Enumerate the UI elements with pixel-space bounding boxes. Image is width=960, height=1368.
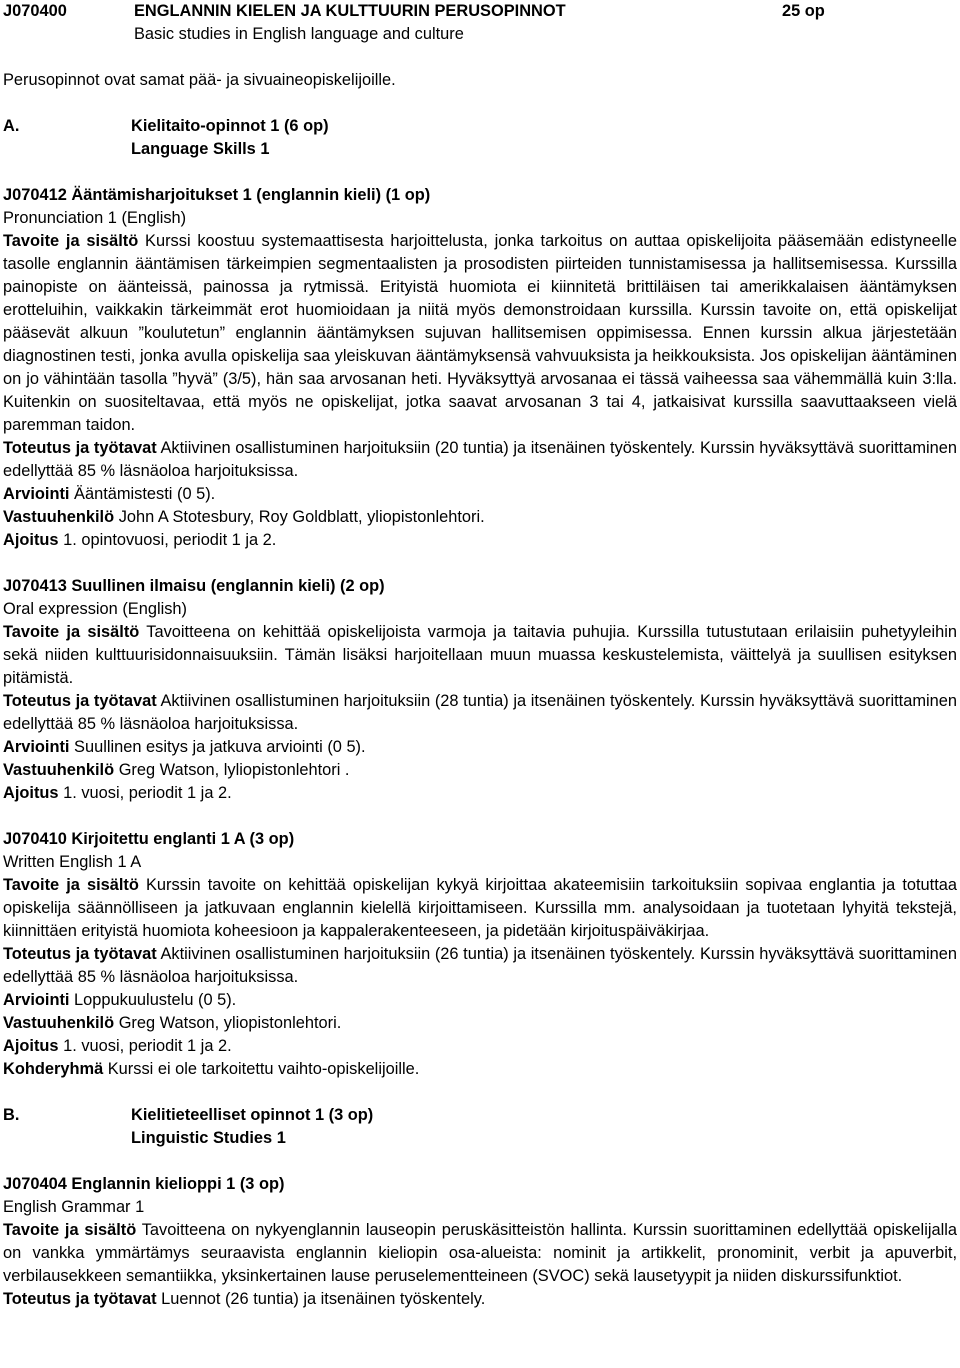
course-implementation	[3, 943, 957, 989]
time-text: 1. vuosi, periodit 1 ja 2.	[63, 1037, 232, 1055]
goal-text: Kurssi koostuu systemaattisesta harjoittelusta, jonka tarkoitus on auttaa opiskelijoita pääsemään edistyneelle tasolle englannin ääntämisen tärkeimpien segmentaalisten ja prosodisten piirteiden tunnistamisessa ja hallitsemisessa. Kurssilla painopiste on äänteissä, painossa ja rytmissä. Erityistä huomiota ei kiinnitetä brittiläisen tai amerikkalaisen ääntämyksen erotteluihin, vaikkakin tärkeimmät erot huomioidaan ja niitä myös demonstroidaan kurssilla. Kurssin tavoite on, että opiskelijat pääsevät alkuun ”koulutetun” englannin ääntämyksen sujuvan hallitsemisen oppimisessa. Ennen kurssin alkua järjestetään diagnostinen testi, jonka avulla opiskelija saa yleiskuvan ääntämyksensä vahvuuksista ja heikkouksista. Jos opiskelijan ääntäminen on jo vähintään tasolla ”hyvä” (3/5), hän saa arvosanan heti. Hyväksyttyä arvosanaa ei tässä vaiheessa saa vähemmällä kuin 3:lla. Kuitenkin on suositeltavaa, että myös ne opiskelijat, jotka saavat arvosanan 3 tai 4, jatkaisivat kurssilla saavuttaakseen vielä paremman taidon.	[3, 232, 957, 434]
course-english-title: English Grammar 1	[3, 1198, 145, 1216]
course-responsible	[3, 506, 957, 529]
course-timing	[3, 782, 957, 805]
resp-text: Greg Watson, lyliopistonlehtori .	[118, 761, 350, 779]
resp-label: Vastuuhenkilö	[3, 508, 115, 526]
impl-label: Toteutus ja työtavat	[3, 439, 157, 457]
program-subtitle: Basic studies in English language and culture	[134, 25, 464, 43]
document-page	[3, 0, 957, 1311]
eval-text: Ääntämistesti (0 5).	[74, 485, 216, 503]
goal-label: Tavoite ja sisältö	[3, 623, 140, 641]
eval-text: Loppukuulustelu (0 5).	[74, 991, 237, 1009]
program-title: ENGLANNIN KIELEN JA KULTTUURIN PERUSOPINNOT	[134, 2, 566, 20]
impl-text: Aktiivinen osallistuminen harjoituksiin (26 tuntia) ja itsenäinen työskentely. Kurssin hyväksyttävä suorittaminen edellyttää 85 % läsnäoloa harjoituksissa.	[3, 945, 957, 986]
eval-label: Arviointi	[3, 991, 70, 1009]
course-block	[3, 1173, 957, 1311]
course-title: J070413 Suullinen ilmaisu (englannin kieli) (2 op)	[3, 577, 385, 595]
course-block	[3, 575, 957, 805]
goal-label: Tavoite ja sisältö	[3, 876, 139, 894]
section-title: Kielitieteelliset opinnot 1 (3 op)	[131, 1106, 374, 1124]
eval-text: Suullinen esitys ja jatkuva arviointi (0 5).	[74, 738, 366, 756]
impl-label: Toteutus ja työtavat	[3, 1290, 157, 1308]
impl-text: Aktiivinen osallistuminen harjoituksiin (28 tuntia) ja itsenäinen työskentely. Kurssin hyväksyttävä suorittaminen edellyttää 85 % läsnäoloa harjoituksissa.	[3, 692, 957, 733]
section-title: Kielitaito-opinnot 1 (6 op)	[131, 117, 329, 135]
course-block	[3, 184, 957, 552]
impl-label: Toteutus ja työtavat	[3, 692, 157, 710]
program-code: J070400	[3, 2, 67, 20]
time-text: 1. vuosi, periodit 1 ja 2.	[63, 784, 232, 802]
eval-label: Arviointi	[3, 738, 70, 756]
course-evaluation	[3, 736, 957, 759]
section-subtitle: Linguistic Studies 1	[131, 1129, 286, 1147]
course-english-title: Pronunciation 1 (English)	[3, 209, 187, 227]
course-responsible	[3, 1012, 957, 1035]
course-target-group	[3, 1058, 957, 1081]
resp-label: Vastuuhenkilö	[3, 761, 115, 779]
document-header	[3, 0, 957, 46]
goal-label: Tavoite ja sisältö	[3, 1221, 137, 1239]
course-title: J070410 Kirjoitettu englanti 1 A (3 op)	[3, 830, 295, 848]
course-implementation	[3, 437, 957, 483]
course-implementation	[3, 1288, 957, 1311]
course-timing	[3, 1035, 957, 1058]
target-label: Kohderyhmä	[3, 1060, 104, 1078]
time-label: Ajoitus	[3, 1037, 59, 1055]
impl-text: Luennot (26 tuntia) ja itsenäinen työskentely.	[161, 1290, 486, 1308]
goal-text: Kurssin tavoite on kehittää opiskelijan kykyä kirjoittaa akateemisiin tarkoituksiin sopivaa englantia ja totuttaa opiskelija säännölliseen ja jatkuvaan englannin kielellä kirjoittamiseen. Kurssilla mm. analysoidaan ja tuotetaan lyhyitä tekstejä, kiinnittäen erityistä huomiota koheesioon ja kappalerakenteeseen, ja pidetään kirjoituspäiväkirjaa.	[3, 876, 957, 940]
eval-label: Arviointi	[3, 485, 70, 503]
course-timing	[3, 529, 957, 552]
time-text: 1. opintovuosi, periodit 1 ja 2.	[63, 531, 277, 549]
impl-label: Toteutus ja työtavat	[3, 945, 157, 963]
section-letter: A.	[3, 117, 20, 135]
course-implementation	[3, 690, 957, 736]
resp-text: Greg Watson, yliopistonlehtori.	[118, 1014, 342, 1032]
course-english-title: Written English 1 A	[3, 853, 142, 871]
program-credits: 25 op	[782, 2, 825, 20]
resp-label: Vastuuhenkilö	[3, 1014, 115, 1032]
course-evaluation	[3, 989, 957, 1012]
course-goal	[3, 621, 957, 690]
course-english-title: Oral expression (English)	[3, 600, 188, 618]
section-subtitle: Language Skills 1	[131, 140, 270, 158]
goal-text: Tavoitteena on nykyenglannin lauseopin peruskäsitteistön hallinta. Kurssin suorittaminen edellyttää opiskelijalla on vankka ymmärtämys seuraavista englannin kieliopin osa-alueista: nominit ja artikkelit, pronominit, verbit ja apuverbit, verbilausekkeen semantiikka, yksinkertainen lause peruselementteineen (SVOC) sekä lausetyypit ja niiden diskurssifunktiot.	[3, 1221, 957, 1285]
section-letter: B.	[3, 1106, 20, 1124]
section-a-heading	[3, 115, 957, 161]
course-goal	[3, 874, 957, 943]
section-b-heading	[3, 1104, 957, 1150]
time-label: Ajoitus	[3, 784, 59, 802]
course-title: J070404 Englannin kielioppi 1 (3 op)	[3, 1175, 285, 1193]
course-goal	[3, 1219, 957, 1288]
time-label: Ajoitus	[3, 531, 59, 549]
course-title: J070412 Ääntämisharjoitukset 1 (englannin kieli) (1 op)	[3, 186, 431, 204]
goal-label: Tavoite ja sisältö	[3, 232, 139, 250]
course-responsible	[3, 759, 957, 782]
resp-text: John A Stotesbury, Roy Goldblatt, yliopistonlehtori.	[118, 508, 485, 526]
target-text: Kurssi ei ole tarkoitettu vaihto-opiskelijoille.	[107, 1060, 420, 1078]
course-goal	[3, 230, 957, 437]
intro-text: Perusopinnot ovat samat pää- ja sivuaineopiskelijoille.	[3, 71, 396, 89]
impl-text: Aktiivinen osallistuminen harjoituksiin (20 tuntia) ja itsenäinen työskentely. Kurssin hyväksyttävä suorittaminen edellyttää 85 % läsnäoloa harjoituksissa.	[3, 439, 957, 480]
goal-text: Tavoitteena on kehittää opiskelijoista varmoja ja taitavia puhujia. Kurssilla tutustutaan erilaisiin puhetyyleihin sekä niiden kulttuurisidonnaisuuksiin. Tämän lisäksi harjoitellaan muun muassa keskustelemista, väittelyä ja suullisen esityksen pitämistä.	[3, 623, 957, 687]
course-evaluation	[3, 483, 957, 506]
course-block	[3, 828, 957, 1081]
